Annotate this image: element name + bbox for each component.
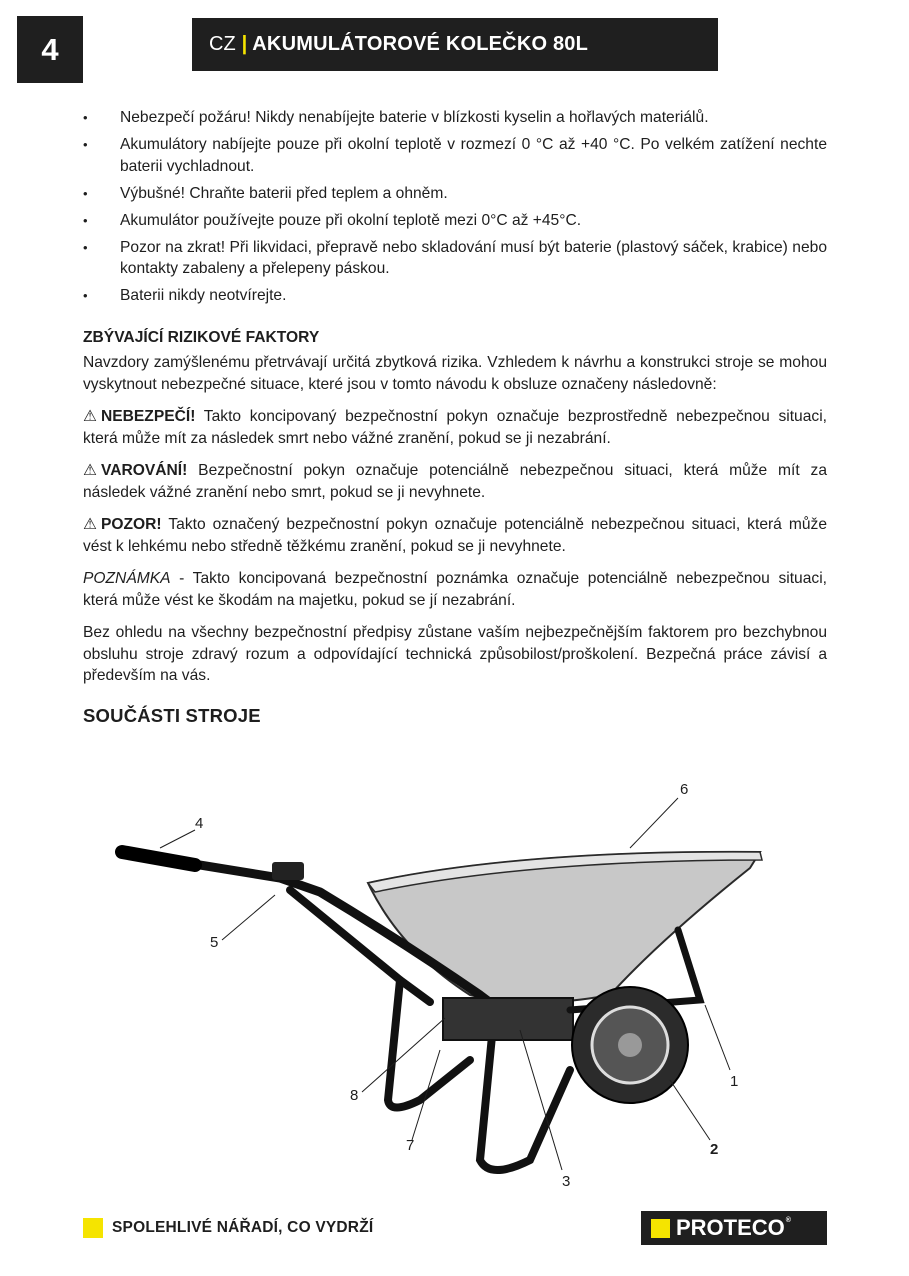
callout-3: 3 (562, 1173, 571, 1190)
battery-box (443, 998, 573, 1040)
leader-5 (222, 895, 275, 940)
list-item: • Baterii nikdy neotvírejte. (83, 285, 827, 307)
callout-4: 4 (195, 815, 204, 832)
warning-triangle-icon: ⚠ (83, 516, 97, 533)
leader-2 (670, 1080, 710, 1140)
danger-text: Takto koncipovaný bezpečnostní pokyn označuje bezprostředně nebezpečnou situaci, která může mít za následek smrt nebo vážné zranění, pokud se ji nezabrání. (83, 408, 827, 447)
callout-5: 5 (210, 934, 219, 951)
warning-triangle-icon: ⚠ (83, 408, 97, 425)
risks-intro: Navzdory zamýšlenému přetrvávají určitá zbytková rizika. Vzhledem k návrhu a konstrukci stroje se mohou vyskytnout nebezpečné situace, které jsou v tomto návodu k obsluze označeny následovně: (83, 354, 827, 393)
warning-label: VAROVÁNÍ! (100, 462, 188, 479)
wheelbarrow-diagram (100, 770, 800, 1200)
footer-accent-square (83, 1218, 103, 1238)
list-item: • Výbušné! Chraňte baterii před teplem a ohněm. (83, 183, 827, 205)
main-content (83, 107, 827, 726)
throttle-box (272, 862, 304, 880)
header-separator: | (241, 33, 248, 55)
document-title: AKUMULÁTOROVÉ KOLEČKO 80L (252, 33, 589, 55)
danger-label: NEBEZPEČÍ! (100, 408, 196, 425)
parts-heading: SOUČÁSTI STROJE (83, 704, 261, 726)
proteco-logo (641, 1211, 827, 1245)
closing-paragraph: Bez ohledu na všechny bezpečnostní předpisy zůstane vaším nejbezpečnějším faktorem pro bezchybnou obsluhu stroje zdravý rozum a odpovídající technická způsobilost/proškolení. Bezpečná práce závisí a především na vás. (83, 624, 827, 684)
language-code: CZ (209, 33, 236, 55)
list-item: • Akumulátor používejte pouze při okolní teplotě mezi 0°C až +45°C. (83, 210, 827, 232)
caution-text: Takto označený bezpečnostní pokyn označuje potenciálně nebezpečnou situaci, která může vést k lehkému nebo středně těžkému zranění, pokud se ji nevyhnete. (83, 516, 827, 555)
list-item: • Pozor na zkrat! Při likvidaci, přepravě nebo skladování musí být baterie (plastový sáček, krabice) nebo kontakty zabaleny a přelepeny páskou. (83, 237, 827, 280)
logo-square-icon (651, 1219, 670, 1238)
leader-1 (705, 1005, 730, 1070)
battery-safety-list (83, 107, 827, 307)
logo-registered-mark: ® (785, 1217, 791, 1224)
warning-text: Bezpečnostní pokyn označuje potenciálně nebezpečnou situaci, která může mít za následek vážné zranění nebo smrt, pokud se ji nevyhnete. (83, 462, 827, 501)
grip (122, 852, 195, 865)
note-paragraph (83, 568, 827, 611)
logo-text: PROTECO (676, 1215, 785, 1240)
callout-6: 6 (680, 781, 689, 798)
footer-slogan: SPOLEHLIVÉ NÁŘADÍ, CO VYDRŽÍ (112, 1219, 374, 1236)
warning-triangle-icon: ⚠ (83, 462, 97, 479)
callout-8: 8 (350, 1087, 359, 1104)
note-text: - Takto koncipovaná bezpečnostní poznámka označuje potenciálně nebezpečnou situaci, která může vést ke škodám na majetku, pokud se jí nezabrání. (83, 570, 827, 609)
caution-paragraph (83, 514, 827, 557)
risks-heading: ZBÝVAJÍCÍ RIZIKOVÉ FAKTORY (83, 328, 320, 346)
warning-paragraph (83, 460, 827, 503)
document-header (192, 18, 718, 71)
leader-4 (160, 830, 195, 848)
list-item: • Akumulátory nabíjejte pouze při okolní teplotě v rozmezí 0 °C až +40 °C. Po velkém zatížení nechte baterii vychladnout. (83, 134, 827, 177)
callout-1: 1 (730, 1073, 739, 1090)
danger-paragraph (83, 406, 827, 449)
leader-8 (362, 1018, 445, 1092)
wheel-center (618, 1033, 642, 1057)
page-number: 4 (17, 16, 83, 83)
callout-7: 7 (406, 1137, 415, 1154)
leader-6 (630, 798, 678, 848)
note-label: POZNÁMKA (83, 570, 171, 587)
leader-7 (412, 1050, 440, 1140)
caution-label: POZOR! (100, 516, 162, 533)
list-item: • Nebezpečí požáru! Nikdy nenabíjejte baterie v blízkosti kyselin a hořlavých materiálů. (83, 107, 827, 129)
callout-2: 2 (710, 1141, 719, 1158)
